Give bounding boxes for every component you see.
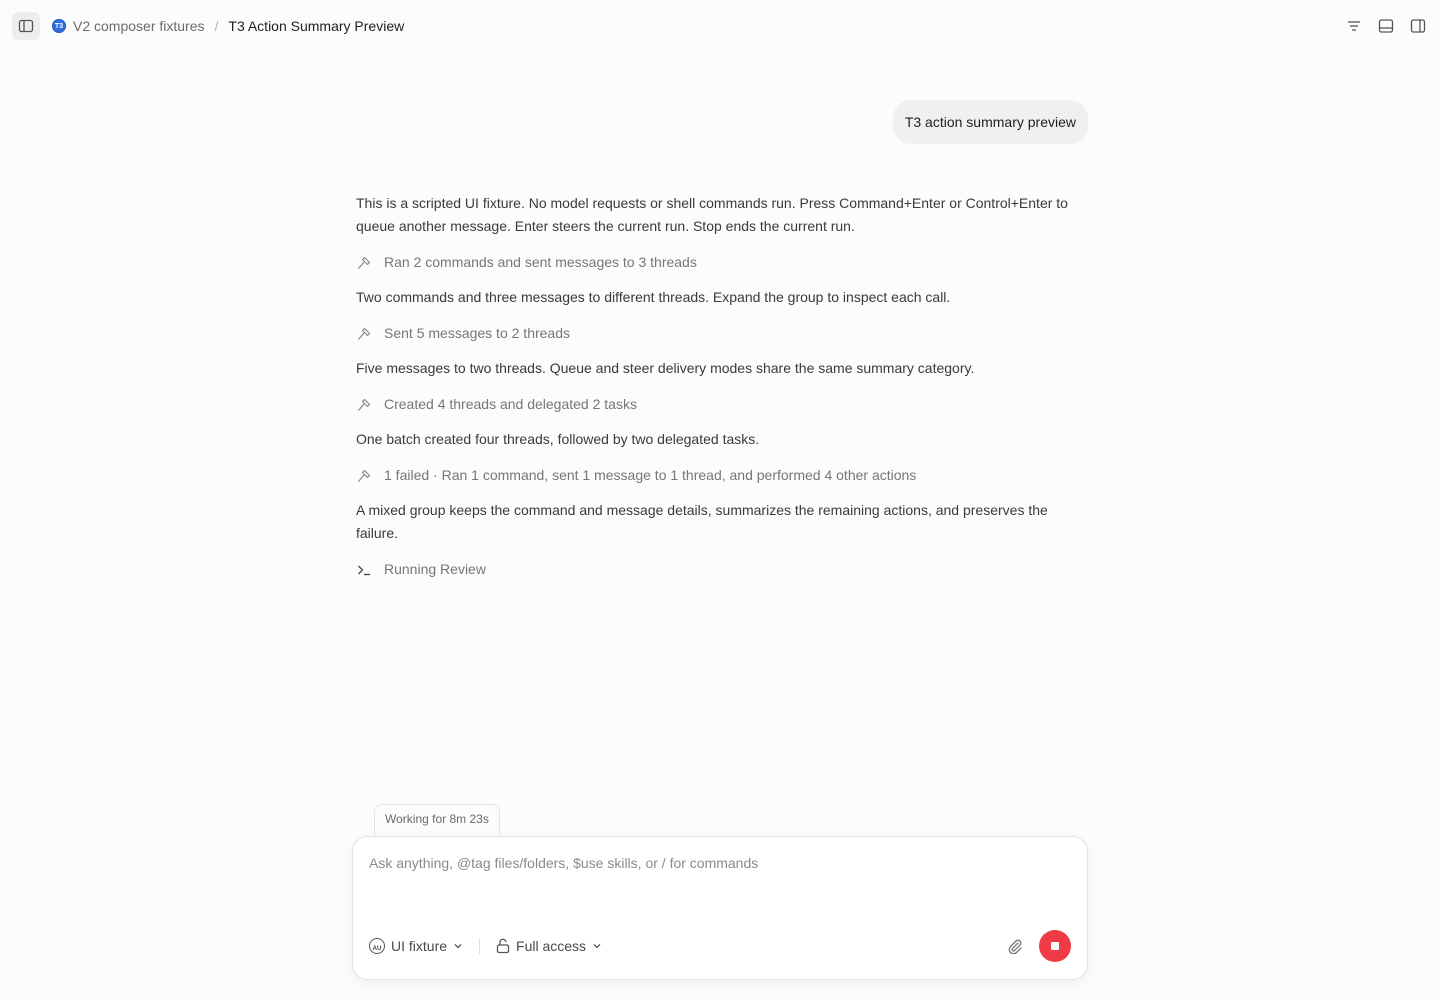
top-bar	[0, 0, 1440, 52]
action-summary-group[interactable]	[356, 464, 1086, 487]
filter-button[interactable]	[1344, 16, 1364, 36]
action-description: A mixed group keeps the command and message details, summarizes the remaining actions, and preserves the failure.	[356, 502, 1048, 541]
right-panel-button[interactable]	[1408, 16, 1428, 36]
action-description: Five messages to two threads. Queue and steer delivery modes share the same summary category.	[356, 360, 975, 376]
action-description: One batch created four threads, followed by two delegated tasks.	[356, 431, 760, 447]
assistant-intro: This is a scripted UI fixture. No model requests or shell commands run. Press Command+Enter or Control+Enter to queue another message. Enter steers the current run. Stop ends the current run.	[356, 195, 1068, 234]
breadcrumb-separator: /	[214, 18, 219, 34]
stop-button[interactable]	[1039, 930, 1071, 962]
running-review-row[interactable]	[356, 558, 1086, 581]
hammer-icon	[356, 326, 372, 342]
terminal-icon	[356, 562, 372, 578]
page-title: T3 Action Summary Preview	[228, 18, 405, 34]
sidebar-toggle-button[interactable]	[12, 12, 40, 40]
model-selector[interactable]	[369, 938, 463, 954]
assistant-message	[356, 192, 1086, 593]
action-summary-label: Ran 2 commands and sent messages to 3 threads	[384, 254, 697, 270]
paperclip-icon	[1007, 938, 1023, 954]
sidebar-icon	[18, 18, 34, 34]
action-summary-label: 1 failed · Ran 1 command, sent 1 message to 1 thread, and performed 4 other actions	[384, 467, 917, 483]
composer-toolbar	[369, 929, 1071, 963]
unlock-icon	[496, 938, 510, 954]
access-label: Full access	[516, 938, 587, 954]
running-label: Running Review	[384, 561, 486, 577]
stop-icon	[1051, 942, 1059, 950]
action-description: Two commands and three messages to different threads. Expand the group to inspect each call.	[356, 289, 951, 305]
filter-icon	[1346, 18, 1362, 34]
access-selector[interactable]	[496, 938, 602, 954]
breadcrumb	[52, 18, 404, 34]
working-status: Working for 8m 23s	[374, 804, 500, 838]
chevron-down-icon	[453, 941, 463, 951]
action-summary-group[interactable]	[356, 322, 1086, 345]
chevron-down-icon	[592, 941, 602, 951]
hammer-icon	[356, 255, 372, 271]
composer	[352, 836, 1088, 980]
panel-bottom-icon	[1378, 18, 1394, 34]
attach-button[interactable]	[1005, 936, 1025, 956]
action-summary-label: Sent 5 messages to 2 threads	[384, 325, 570, 341]
toolbar-divider	[479, 938, 480, 954]
user-message: T3 action summary preview	[893, 100, 1088, 144]
bottom-panel-button[interactable]	[1376, 16, 1396, 36]
model-icon: AU	[369, 938, 385, 954]
breadcrumb-project[interactable]: V2 composer fixtures	[73, 18, 205, 34]
hammer-icon	[356, 468, 372, 484]
composer-input[interactable]	[369, 855, 1071, 871]
panel-right-icon	[1410, 18, 1426, 34]
project-icon: T3	[52, 19, 66, 33]
action-summary-group[interactable]	[356, 393, 1086, 416]
action-summary-label: Created 4 threads and delegated 2 tasks	[384, 396, 637, 412]
model-label: UI fixture	[391, 938, 448, 954]
hammer-icon	[356, 397, 372, 413]
action-summary-group[interactable]	[356, 251, 1086, 274]
